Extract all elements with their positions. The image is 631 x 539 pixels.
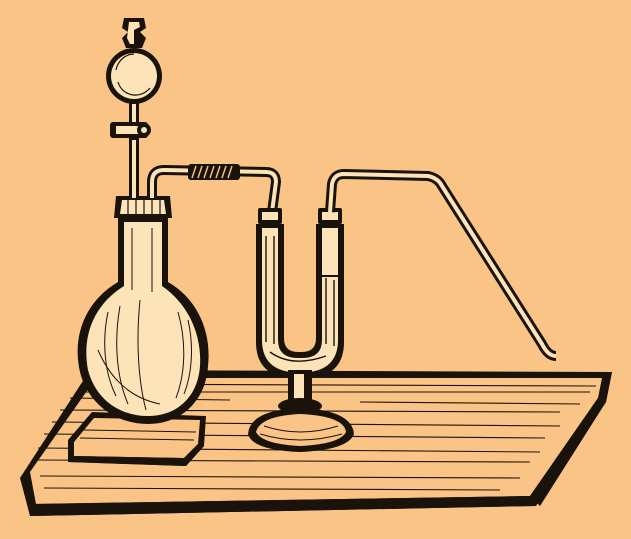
rubber-tube-connector-icon [188,164,240,180]
